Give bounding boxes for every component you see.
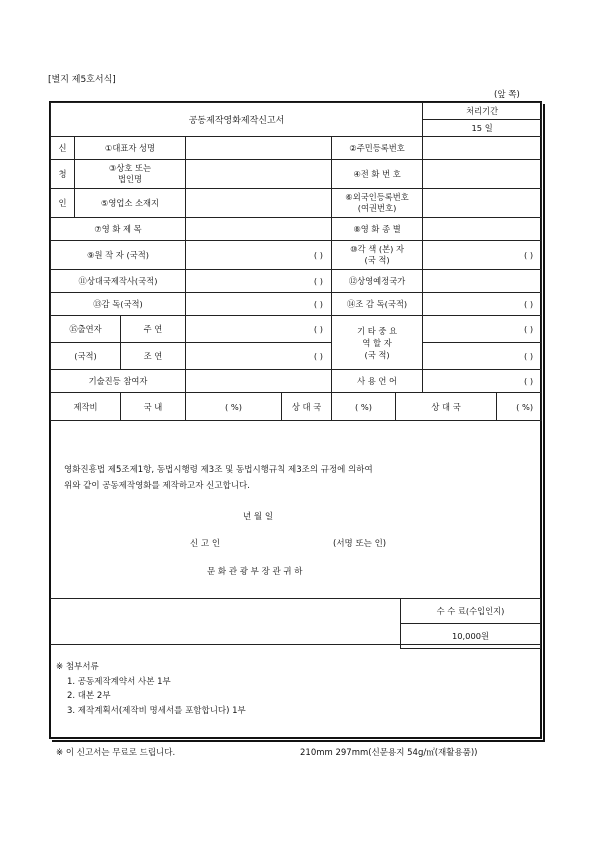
film-type-value[interactable] <box>423 218 542 241</box>
fee-value: 10,000원 <box>401 624 541 649</box>
writer-label: ⑩각 색 (본) 자 (국 적) <box>332 241 423 270</box>
processing-value: 15 일 <box>423 120 542 137</box>
attachment-item-2: 2. 대본 2부 <box>67 691 111 701</box>
date-line[interactable]: 년 월 일 <box>243 512 274 522</box>
cost-partner2-pct[interactable]: ( %) <box>497 393 542 421</box>
support-row <box>51 343 542 370</box>
cost-partner1-label: 상 대 국 <box>282 393 332 421</box>
rep-name-value[interactable] <box>186 137 332 160</box>
declaration-area <box>50 424 541 598</box>
attachment-item-3: 3. 제작계획서(제작비 명세서를 포함합니다) 1부 <box>67 706 246 716</box>
attachment-item-1: 1. 공동제작계약서 사본 1부 <box>67 677 171 687</box>
partner-company-label: ⑪상대국제작사(국적) <box>51 270 186 293</box>
writer-value[interactable]: ( ) <box>423 241 542 270</box>
applicant-char-3: 인 <box>51 189 75 218</box>
author-label: ⑨원 작 자 (국적) <box>51 241 186 270</box>
statement-line-1: 영화진흥법 제5조제1항, 동법시행령 제3조 및 동법시행규칙 제3조의 규정에 의하여 <box>64 465 373 475</box>
cost-domestic-label: 국 내 <box>121 393 186 421</box>
lead-value[interactable]: ( ) <box>186 316 332 343</box>
address-label: ⑤영업소 소재지 <box>75 189 186 218</box>
form-table <box>50 102 542 421</box>
tech-staff-value[interactable] <box>186 370 332 393</box>
director-value[interactable]: ( ) <box>186 293 332 316</box>
other-roles-label: 기 타 중 요 역 할 자 (국 적) <box>332 316 423 370</box>
director-label: ⑬감 독(국적) <box>51 293 186 316</box>
recipient-line: 문 화 관 광 부 장 관 귀 하 <box>207 567 303 577</box>
company-row <box>51 160 542 189</box>
section-divider-2 <box>50 644 541 645</box>
fee-table <box>400 598 541 649</box>
partner-company-value[interactable]: ( ) <box>186 270 332 293</box>
foreign-reg-value[interactable] <box>423 189 542 218</box>
language-label: 사 용 언 어 <box>332 370 423 393</box>
cast-nationality-label: (국적) <box>51 343 121 370</box>
rep-row <box>51 137 542 160</box>
title-row <box>51 103 542 120</box>
film-title-label: ⑦영 화 제 목 <box>51 218 186 241</box>
signer-sign[interactable]: (서명 또는 인) <box>333 539 387 549</box>
tech-staff-label: 기술진등 참여자 <box>51 370 186 393</box>
statement-line-2: 위와 같이 공동제작영화를 제작하고자 신고합니다. <box>64 481 250 491</box>
signer-label: 신 고 인 <box>190 539 221 549</box>
director-row <box>51 293 542 316</box>
company-value[interactable] <box>186 160 332 189</box>
attachments-header: ※ 첨부서류 <box>56 662 99 672</box>
other-roles-value-2[interactable]: ( ) <box>423 343 542 370</box>
release-country-label: ⑫상영예정국가 <box>332 270 423 293</box>
film-type-label: ⑧영 화 종 별 <box>332 218 423 241</box>
supervisor-label: ⑭조 감 독(국적) <box>332 293 423 316</box>
supervisor-value[interactable]: ( ) <box>423 293 542 316</box>
resident-no-label: ②주민등록번호 <box>332 137 423 160</box>
cost-domestic-pct[interactable]: ( %) <box>186 393 282 421</box>
fee-label: 수 수 료(수입인지) <box>401 599 541 624</box>
lead-row <box>51 316 542 343</box>
page-side-label: (앞 쪽) <box>494 90 520 100</box>
support-label: 조 연 <box>121 343 186 370</box>
release-country-value[interactable] <box>423 270 542 293</box>
cost-row <box>51 393 542 421</box>
footer-paper-spec: 210mm 297mm(신문용지 54g/㎡(재활용품)) <box>300 748 478 758</box>
author-row <box>51 241 542 270</box>
language-value[interactable]: ( ) <box>423 370 542 393</box>
cast-label: ⑮출연자 <box>51 316 121 343</box>
form-title: 공동제작영화제작신고서 <box>51 103 423 137</box>
footer-free-note: ※ 이 신고서는 무료로 드립니다. <box>56 748 176 758</box>
cost-partner2-label: 상 대 국 <box>396 393 497 421</box>
foreign-reg-label: ⑥외국인등록번호 (여권번호) <box>332 189 423 218</box>
address-row <box>51 189 542 218</box>
applicant-char-2: 청 <box>51 160 75 189</box>
lead-label: 주 연 <box>121 316 186 343</box>
film-title-row <box>51 218 542 241</box>
partner-row <box>51 270 542 293</box>
film-title-value[interactable] <box>186 218 332 241</box>
resident-no-value[interactable] <box>423 137 542 160</box>
tech-row <box>51 370 542 393</box>
cost-partner1-pct[interactable]: ( %) <box>332 393 396 421</box>
form-number-label: [별지 제5호서식] <box>48 75 116 85</box>
company-label: ③상호 또는 법인명 <box>75 160 186 189</box>
frame-shadow-right <box>543 104 545 741</box>
support-value[interactable]: ( ) <box>186 343 332 370</box>
applicant-char-1: 신 <box>51 137 75 160</box>
address-value[interactable] <box>186 189 332 218</box>
rep-name-label: ①대표자 성명 <box>75 137 186 160</box>
author-value[interactable]: ( ) <box>186 241 332 270</box>
cost-label: 제작비 <box>51 393 121 421</box>
phone-value[interactable] <box>423 160 542 189</box>
other-roles-value-1[interactable]: ( ) <box>423 316 542 343</box>
processing-label: 처리기간 <box>423 103 542 120</box>
phone-label: ④전 화 번 호 <box>332 160 423 189</box>
frame-shadow-bottom <box>52 740 545 742</box>
